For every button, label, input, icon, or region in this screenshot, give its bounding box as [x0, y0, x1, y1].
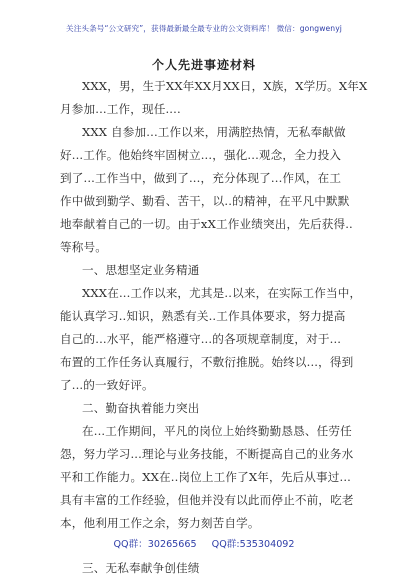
- body-line: XXX在...工作以来，尤其是..以来，在实际工作当中，: [82, 286, 362, 300]
- body-line: 等称号。: [60, 240, 107, 254]
- qq-group-1: QQ群：30265665: [113, 539, 197, 550]
- document-title: 个人先进事迹材料: [151, 58, 256, 72]
- section-heading: 一、思想坚定业务精通: [82, 263, 200, 277]
- body-line: 平和工作能力。XX在..岗位上工作了X年，先后从事过...: [60, 470, 352, 484]
- body-line: 地奉献着自己的一切。由于xX工作业绩突出，先后获得..: [60, 217, 353, 231]
- body-line: 自己的...水平，能严格遵守...的各项规章制度，对于...: [60, 332, 342, 346]
- body-line: 月参加...工作，现任....: [60, 102, 181, 116]
- qq-group-2: QQ群:535304092: [211, 539, 295, 550]
- body-line: 作中做到勤学、勤看、苦干，以..的精神，在平凡中默默: [60, 194, 350, 208]
- body-line: 到了...工作当中，做到了...，充分体现了...作风，在工: [60, 171, 342, 185]
- section-heading: 二、勤奋执着能力突出: [82, 401, 200, 415]
- header-note: 关注头条号“公文研究”，获得最新最全最专业的公文资料库！ 微信：gongwenyj: [66, 24, 342, 33]
- body-line: XXX，男，生于XX年XX月XX日，X族，X学历。X年X: [82, 79, 368, 93]
- footer-contact: [0, 536, 408, 550]
- body-line: 怨，努力学习...理论与业务技能，不断提高自己的业务水: [60, 447, 354, 461]
- section-heading: 三、无私奉献争创佳绩: [82, 561, 200, 575]
- body-line: 本，他利用工作之余，努力刻苦自学。: [60, 516, 260, 530]
- body-line: 具有丰富的工作经验，但他并没有以此而停止不前，吃老: [60, 493, 354, 507]
- body-line: 在...工作期间，平凡的岗位上始终勤勤恳恳、任劳任: [82, 424, 352, 438]
- body-line: 好...工作。他始终牢固树立...，强化...观念，全力投入: [60, 148, 342, 162]
- body-line: 能认真学习..知识，熟悉有关..工作具体要求，努力提高: [60, 309, 346, 323]
- body-line: 布置的工作任务认真履行，不敷衍推脱。始终以...，得到: [60, 355, 354, 369]
- body-line: 了...的一致好评。: [60, 378, 154, 392]
- body-line: XXX 自参加...工作以来，用满腔热情，无私奉献做: [82, 125, 346, 139]
